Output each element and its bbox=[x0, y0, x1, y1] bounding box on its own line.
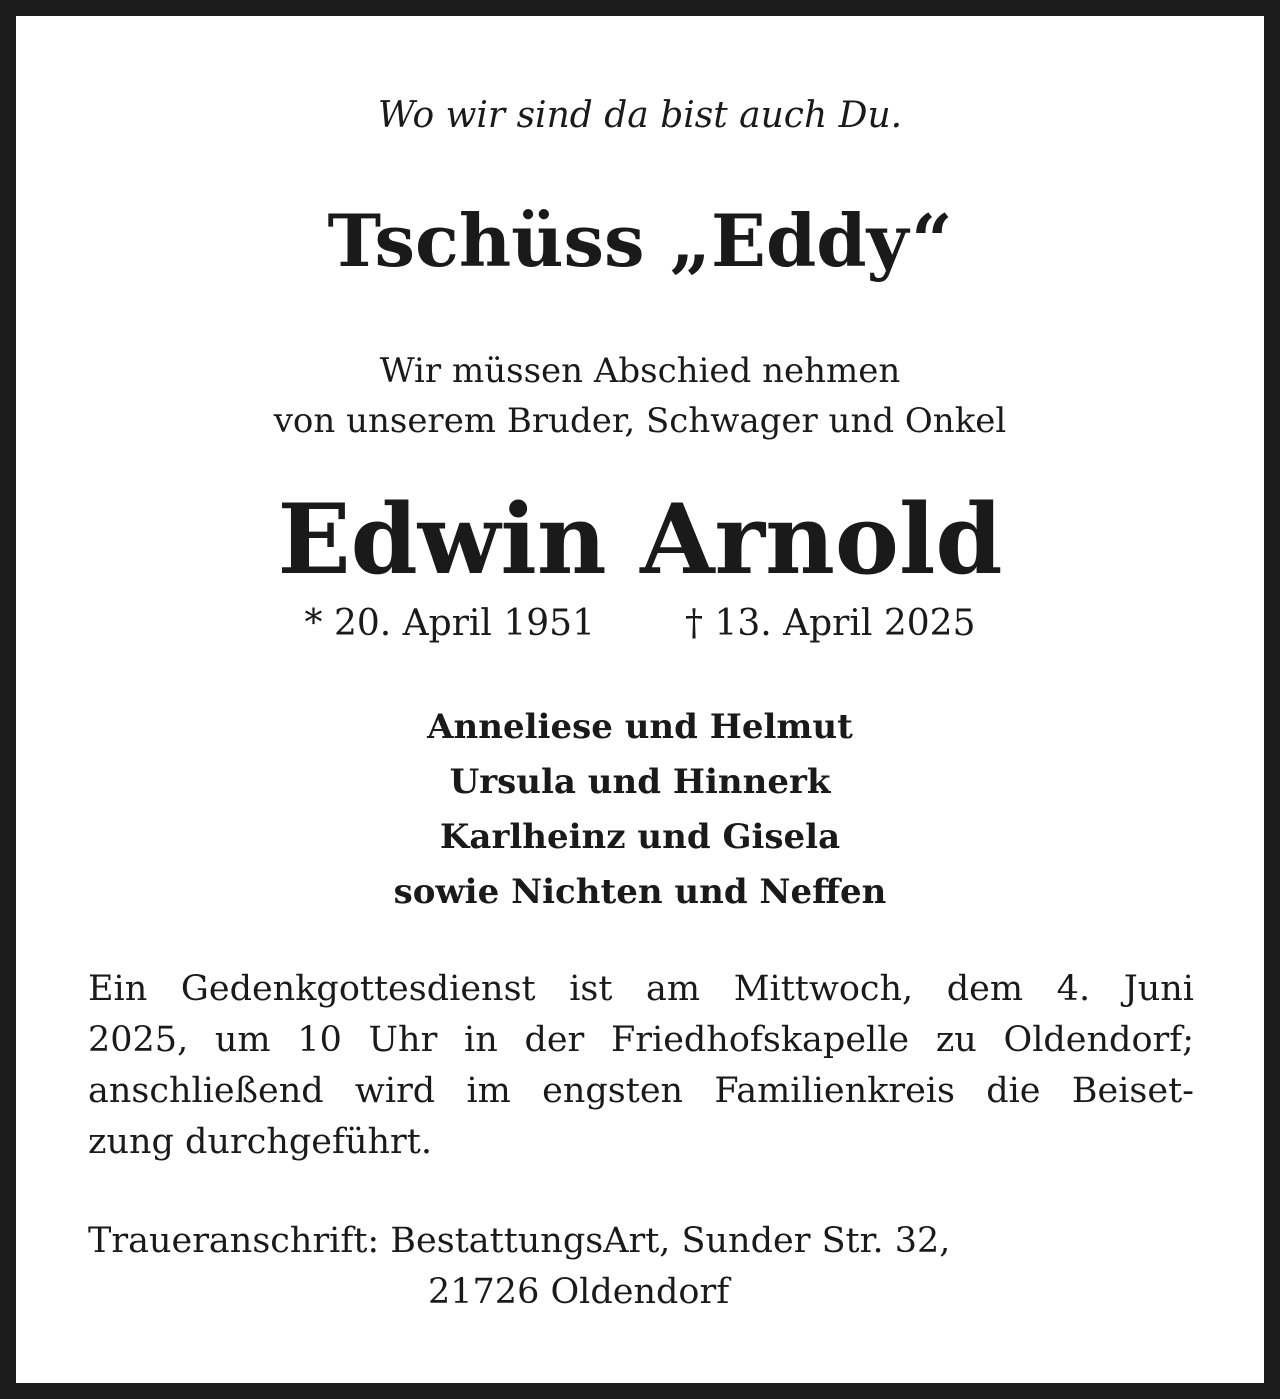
intro-text bbox=[16, 346, 1264, 446]
motto: Wo wir sind da bist auch Du. bbox=[377, 95, 903, 136]
intro-line-2: von unserem Bruder, Schwager und Onkel bbox=[273, 401, 1007, 441]
memorial-service-text bbox=[88, 964, 1194, 1168]
mourners-list bbox=[16, 700, 1264, 920]
intro-line-1: Wir müssen Abschied nehmen bbox=[379, 351, 901, 391]
service-line-4: zung durchgeführt. bbox=[88, 1122, 432, 1162]
life-dates bbox=[16, 600, 1264, 648]
address-line-1: Traueranschrift: BestattungsArt, Sunder Str. 32, bbox=[88, 1221, 951, 1261]
mourner-line: Anneliese und Helmut bbox=[427, 707, 853, 747]
mourner-line: Ursula und Hinnerk bbox=[449, 762, 831, 802]
deceased-name: Edwin Arnold bbox=[277, 483, 1003, 596]
mourner-line: sowie Nichten und Neffen bbox=[393, 872, 887, 912]
service-line-2: 2025, um 10 Uhr in der Friedhofskapelle zu Oldendorf; bbox=[88, 1020, 1194, 1060]
service-line-1: Ein Gedenkgottesdienst ist am Mittwoch, dem 4. Juni bbox=[88, 969, 1194, 1009]
service-line-3: anschließend wird im engsten Familienkreis die Beiset- bbox=[88, 1071, 1194, 1111]
mourning-address bbox=[88, 1216, 1194, 1318]
farewell-heading: Tschüss „Eddy“ bbox=[327, 198, 953, 283]
address-line-2: 21726 Oldendorf bbox=[428, 1272, 730, 1312]
death-date: † 13. April 2025 bbox=[685, 603, 976, 644]
mourner-line: Karlheinz und Gisela bbox=[439, 817, 841, 857]
birth-date: * 20. April 1951 bbox=[304, 603, 595, 644]
